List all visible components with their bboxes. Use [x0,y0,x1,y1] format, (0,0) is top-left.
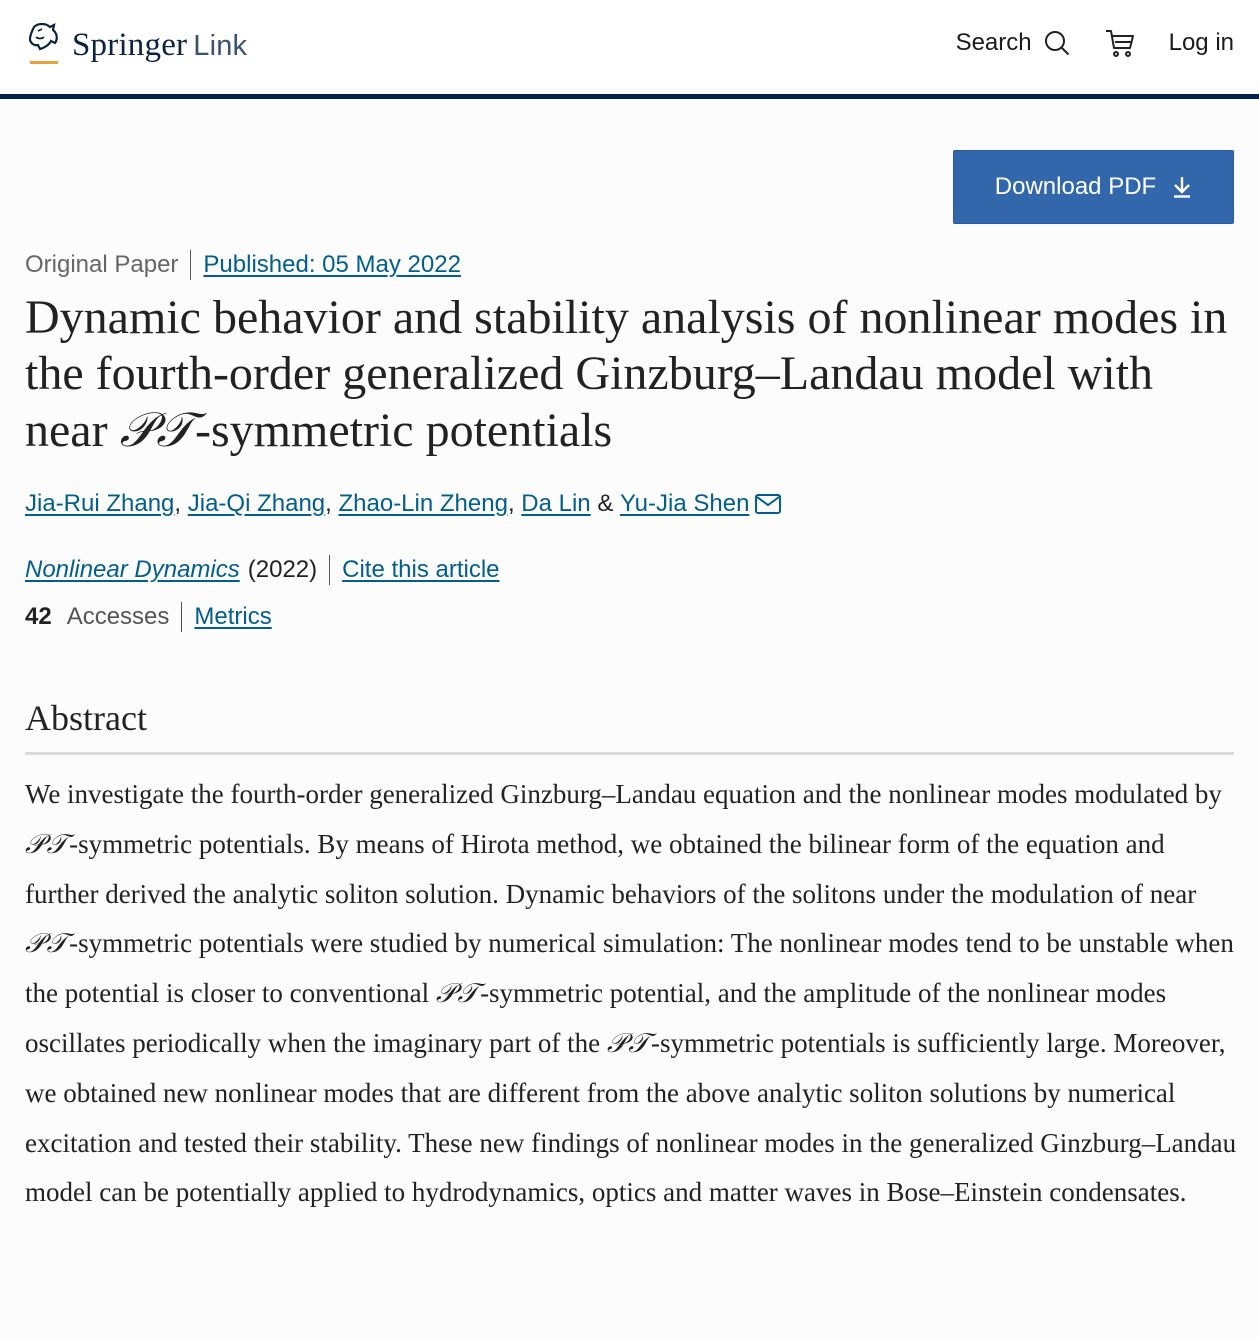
pt-symbol: 𝒫𝒯 [606,1027,651,1059]
author-separator: & [590,490,620,517]
springer-horse-logo-icon [24,21,64,69]
abstract-divider [25,752,1234,755]
title-pt-symbol: 𝒫𝒯 [119,402,195,458]
site-header [0,0,1259,99]
article-meta [25,250,461,280]
author-link[interactable]: Zhao-Lin Zheng [338,490,508,517]
accesses-label: Accesses [66,603,170,630]
download-pdf-label: Download PDF [994,173,1157,200]
pt-symbol: 𝒫𝒯 [25,928,70,960]
author-link[interactable]: Yu-Jia Shen [620,490,750,517]
article-type: Original Paper [25,251,179,278]
divider [329,555,330,585]
logo-link-text: Link [193,29,248,62]
search-label: Search [955,29,1032,56]
divider [190,250,191,280]
download-icon [1172,176,1192,198]
metrics-link[interactable]: Metrics [194,603,272,630]
abstract-text [25,770,1237,1218]
logo-wordmark [72,27,247,64]
header-nav [956,28,1234,58]
journal-link[interactable]: Nonlinear Dynamics [25,556,240,583]
springer-link-logo[interactable] [24,20,247,70]
accesses-count: 42 [25,603,52,630]
abstract-heading: Abstract [25,698,147,738]
search-button[interactable] [956,29,1070,57]
cart-button[interactable] [1105,28,1135,58]
author-link[interactable]: Jia-Qi Zhang [187,490,326,517]
logo-springer-text: Springer [72,26,188,63]
author-link[interactable]: Jia-Rui Zhang [25,490,175,517]
published-date-link[interactable]: Published: 05 May 2022 [203,251,461,278]
divider [181,602,182,632]
access-metrics [25,602,272,632]
title-text-part1: Dynamic behavior and stability analysis of nonlinear modes in the fourth-order generalized Ginzburg–Landau model with near [25,291,1228,457]
pt-symbol: 𝒫𝒯 [435,978,481,1010]
author-list [25,490,781,518]
author-separator: , [325,490,339,517]
search-icon [1044,30,1070,56]
login-link[interactable]: Log in [1168,29,1234,56]
mail-icon[interactable] [755,494,781,514]
abstract-segment: -symmetric potential, and the amplitude of the nonlinear modes oscillates periodically when the imaginary part of the [25,978,1167,1058]
author-separator: , [174,490,188,517]
article-title [25,290,1235,459]
cite-article-link[interactable]: Cite this article [342,556,500,583]
author-separator: , [507,490,522,517]
title-text-part2: -symmetric potentials [194,404,613,457]
download-pdf-button[interactable] [953,150,1234,224]
abstract-segment: We investigate the fourth-order generalized Ginzburg–Landau equation and the nonlinear modes modulated by [25,779,1222,809]
abstract-segment: -symmetric potentials. By means of Hirota method, we obtained the bilinear form of the equation and further derived the analytic soliton solution. Dynamic behaviors of the solitons under the modulation of near [25,828,1197,909]
cart-icon [1105,28,1135,58]
abstract-segment: -symmetric potentials were studied by numerical simulation: The nonlinear modes tend to be unstable when the potential is closer to conventional [25,928,1234,1009]
journal-year: (2022) [247,556,318,583]
pt-symbol: 𝒫𝒯 [25,828,70,860]
journal-info [25,555,500,585]
author-link[interactable]: Da Lin [521,490,591,517]
abstract-segment: -symmetric potentials is sufficiently large. Moreover, we obtained new nonlinear modes that are different from the above analytic soliton solutions by numerical excitation and tested their stability. These new findings of nonlinear modes in the generalized Ginzburg–Landau model can be potentially applied to hydrodynamics, optics and matter waves in Bose–Einstein condensates. [25,1027,1237,1208]
